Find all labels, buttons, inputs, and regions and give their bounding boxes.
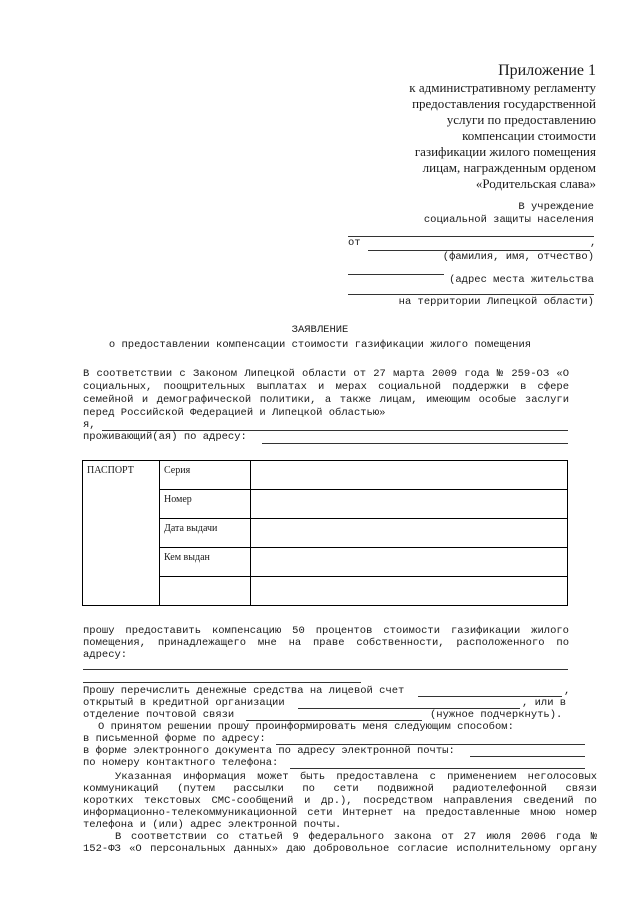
info-line: информационно-телекоммуникационной сети Интернет на предоставленные мною номер — [83, 807, 597, 819]
appendix-title: Приложение 1 — [498, 62, 596, 79]
passport-field-label: Дата выдачи — [160, 519, 251, 548]
request-line: прошу предоставить компенсацию 50 процентов стоимости газификации жилого — [83, 625, 569, 637]
passport-field-label — [160, 577, 251, 606]
passport-series-cell[interactable] — [251, 461, 568, 490]
passport-label: ПАСПОРТ — [83, 461, 160, 606]
payment-separator — [83, 682, 361, 683]
notify-option-email: в форме электронного документа по адресу электронной почты: — [83, 745, 455, 757]
table-row — [83, 461, 568, 490]
passport-issue-date-cell[interactable] — [251, 519, 568, 548]
bank-end: , или в — [522, 697, 567, 709]
header-line: предоставления государственной — [412, 96, 596, 111]
request-address-label: адресу: — [83, 649, 128, 661]
info-line: телефона и (или) адрес электронной почты. — [83, 819, 342, 831]
notify-option-mail: в письменной форме по адресу: — [83, 733, 266, 745]
property-address-field[interactable] — [83, 669, 568, 670]
fio-hint: (фамилия, имя, отчество) — [442, 251, 594, 263]
intro-line: перед Российской Федерацией и Липецкой областью» — [83, 407, 386, 419]
residence-field[interactable] — [262, 443, 568, 444]
header-line: компенсации стоимости — [462, 128, 596, 143]
address-field[interactable] — [348, 274, 444, 275]
header-line: «Родительская слава» — [475, 176, 596, 191]
passport-issued-by-cell[interactable] — [251, 548, 568, 577]
header-line: к административному регламенту — [409, 80, 596, 95]
post-label: отделение почтовой связи — [83, 709, 235, 721]
address-hint: (адрес места жительства — [449, 274, 594, 286]
document-title: ЗАЯВЛЕНИЕ — [291, 324, 349, 336]
i-label: я, — [83, 419, 96, 431]
passport-number-cell[interactable] — [251, 490, 568, 519]
consent-line: 152-ФЗ «О персональных данных» даю добровольное согласие исполнительному органу — [83, 843, 597, 855]
fio-comma: , — [590, 237, 597, 249]
consent-line: В соответствии со статьей 9 федерального закона от 27 июля 2006 года № — [115, 831, 597, 843]
intro-line: В соответствии с Законом Липецкой области от 27 марта 2009 года № 259-ОЗ «О — [83, 368, 569, 380]
passport-extra-cell[interactable] — [251, 577, 568, 606]
passport-field-label: Кем выдан — [160, 548, 251, 577]
post-hint: (нужное подчеркнуть). — [430, 709, 563, 721]
document-subtitle: о предоставлении компенсации стоимости газификации жилого помещения — [108, 339, 532, 351]
address-field-2[interactable] — [348, 294, 594, 295]
from-label: от — [348, 237, 361, 249]
payment-label: Прошу перечислить денежные средства на лицевой счет — [83, 685, 405, 697]
info-line: коротких текстовых СМС-сообщений и др.), посредством направления сведений по — [83, 795, 597, 807]
info-line: коммуникаций (путем рассылки по сети подвижной радиотелефонной связи — [83, 783, 597, 795]
header-line: лицам, награжденным орденом — [422, 160, 596, 175]
notify-intro: О принятом решении прошу проинформировать меня следующим способом: — [98, 721, 514, 733]
addressee-line: В учреждение — [518, 201, 594, 213]
intro-line: семейной и демографической политики, а также лицам, имеющим особые заслуги — [83, 394, 569, 406]
bank-label: открытый в кредитной организации — [83, 697, 285, 709]
request-line: помещения, принадлежащего мне на праве собственности, расположенного по — [83, 637, 569, 649]
header-line: газификации жилого помещения — [414, 144, 596, 159]
intro-line: социальных, поощрительных выплатах и мерах социальной поддержки в сфере — [83, 381, 569, 393]
territory-hint: на территории Липецкой области) — [398, 296, 594, 308]
header-line: услуги по предоставлению — [446, 112, 596, 127]
info-line: Указанная информация может быть предоставлена с применением неголосовых — [115, 771, 597, 783]
residing-label: проживающий(ая) по адресу: — [83, 431, 247, 443]
passport-field-label: Серия — [160, 461, 251, 490]
passport-table — [82, 460, 568, 606]
passport-field-label: Номер — [160, 490, 251, 519]
addressee-blank[interactable] — [348, 236, 594, 237]
phone-field[interactable] — [290, 768, 585, 769]
email-field[interactable] — [470, 756, 585, 757]
addressee-line: социальной защиты населения — [423, 214, 594, 226]
notify-option-phone: по номеру контактного телефона: — [83, 757, 279, 769]
payment-end: , — [564, 685, 571, 697]
